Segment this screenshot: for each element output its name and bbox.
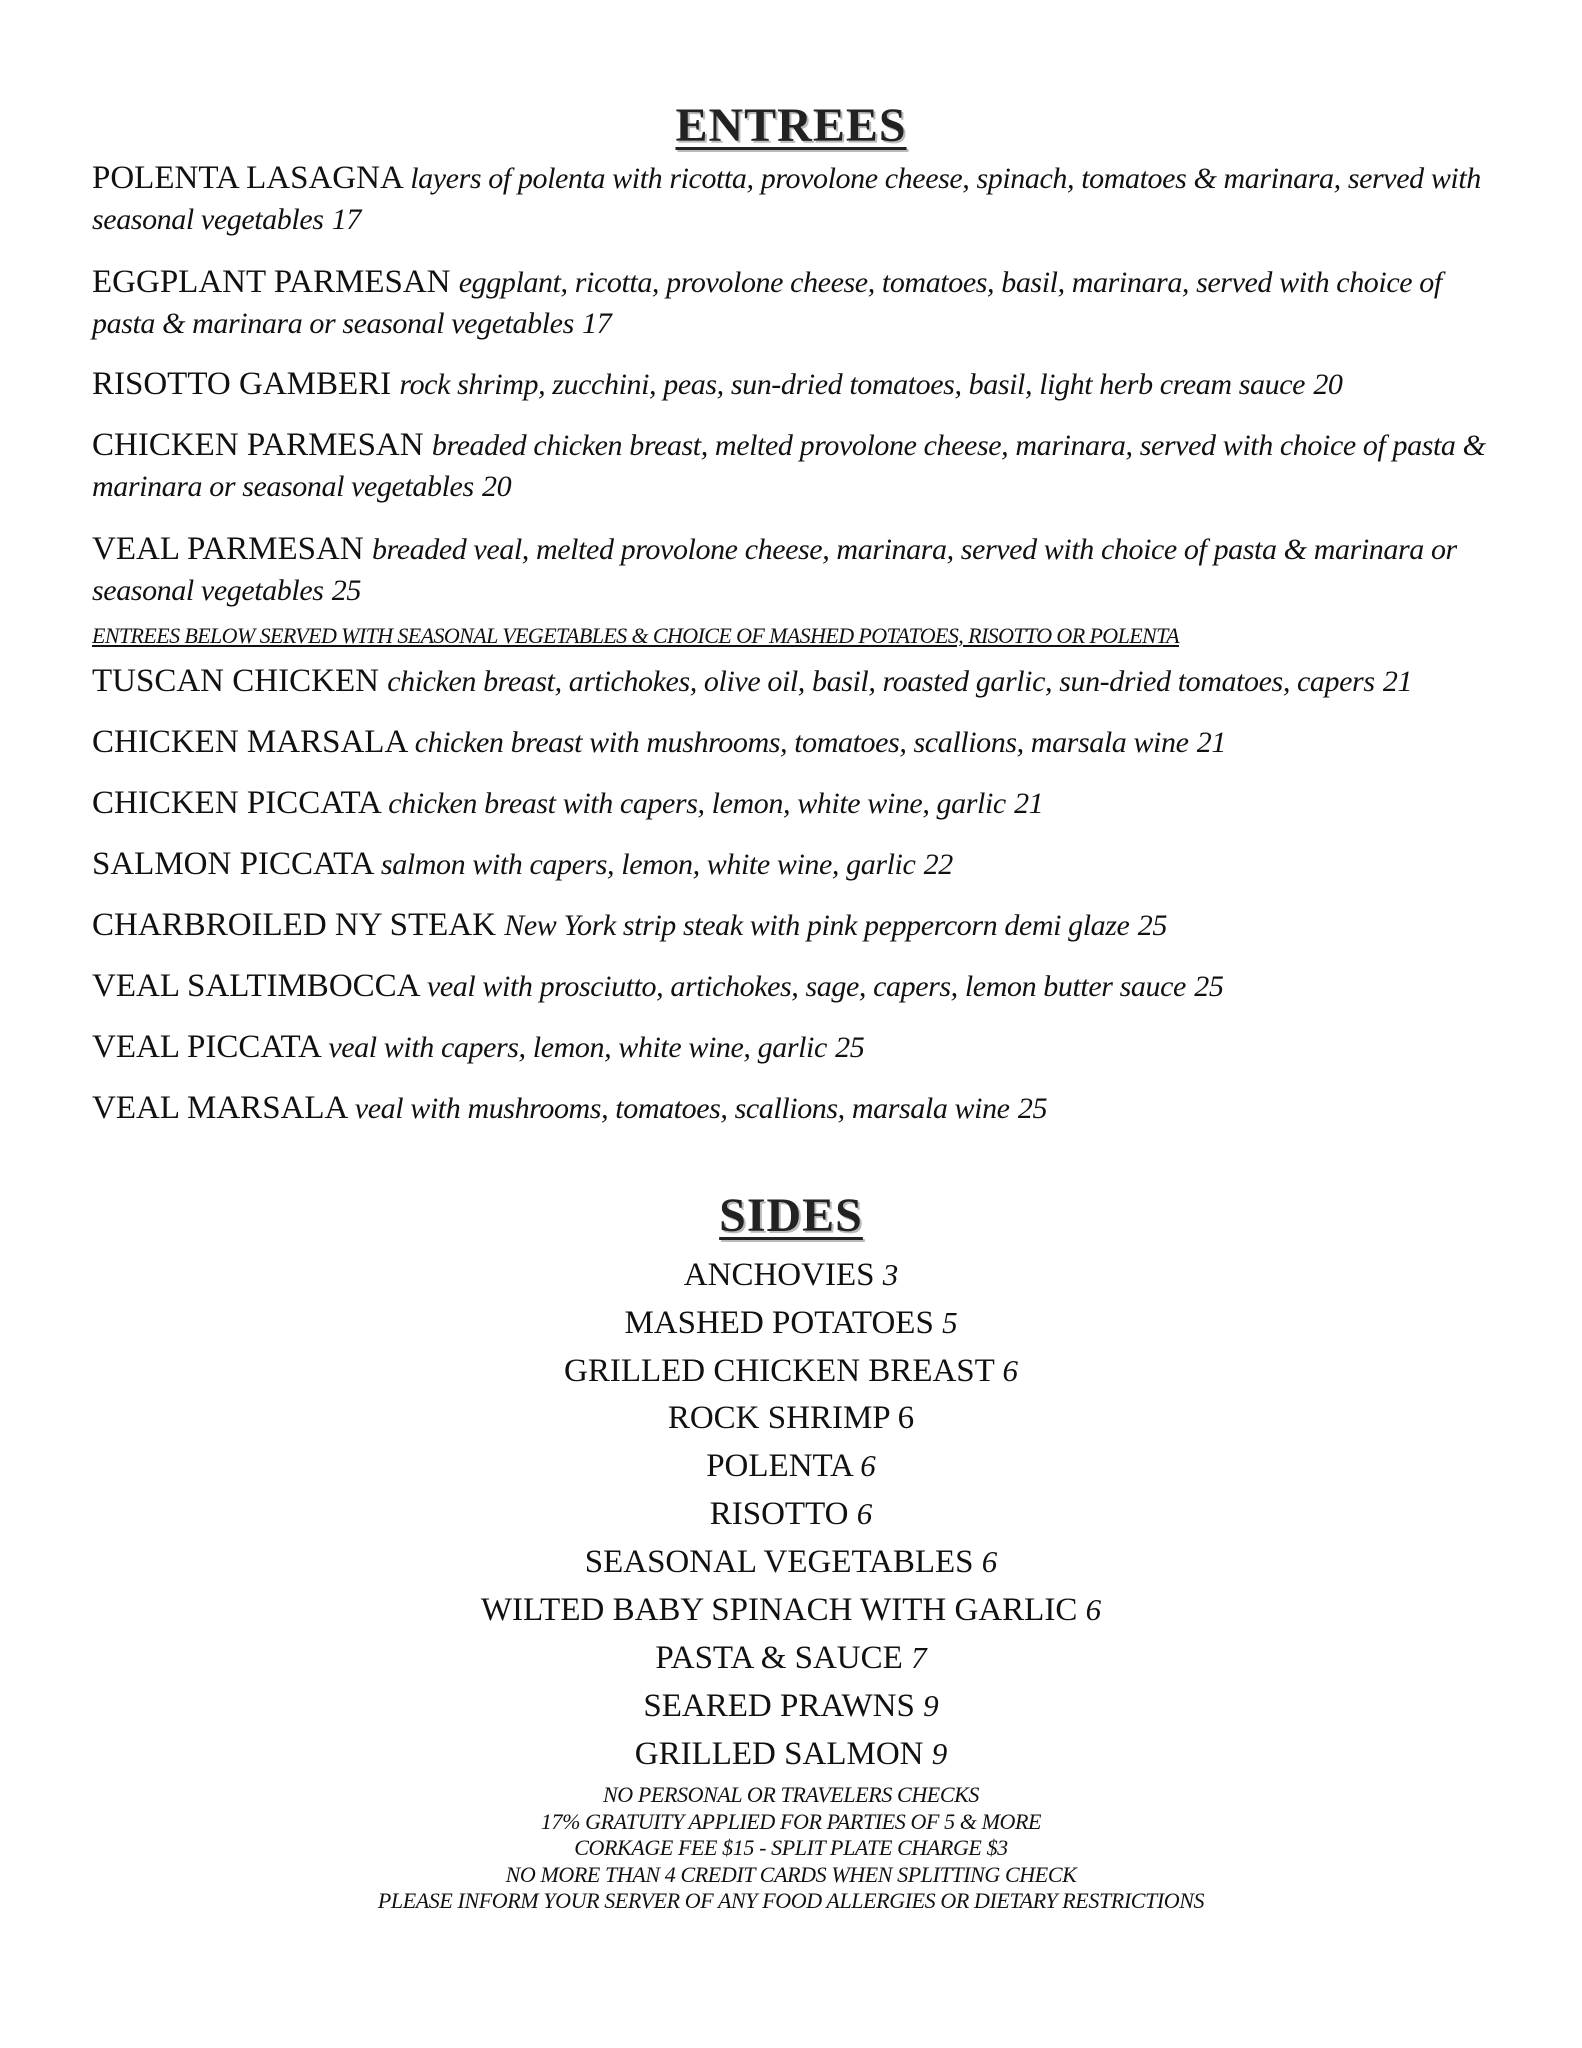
entree-price: 25 xyxy=(1137,909,1167,942)
policy-line: CORKAGE FEE $15 - SPLIT PLATE CHARGE $3 xyxy=(574,1835,1008,1860)
policy-line: NO PERSONAL OR TRAVELERS CHECKS xyxy=(603,1782,979,1807)
entree-item xyxy=(92,529,1492,611)
entree-description: New York strip steak with pink peppercorn demi glaze xyxy=(504,909,1130,942)
entree-price: 21 xyxy=(1014,787,1044,820)
entree-item xyxy=(92,905,1492,946)
entree-name: SALMON PICCATA xyxy=(92,846,373,882)
entree-description: rock shrimp, zucchini, peas, sun-dried tomatoes, basil, light herb cream sauce xyxy=(399,368,1306,401)
entree-price: 22 xyxy=(923,848,953,881)
sides-title: SIDES xyxy=(719,1189,863,1242)
entree-item xyxy=(92,262,1492,344)
side-price: 6 xyxy=(860,1448,876,1483)
entree-description: veal with mushrooms, tomatoes, scallions, marsala wine xyxy=(354,1092,1010,1125)
side-price: 6 xyxy=(897,1400,915,1436)
entree-item xyxy=(92,364,1492,405)
entree-price: 21 xyxy=(1196,726,1226,759)
policy-line: NO MORE THAN 4 CREDIT CARDS WHEN SPLITTING CHECK xyxy=(505,1861,1077,1887)
entree-item xyxy=(92,783,1492,824)
entree-description: layers of polenta with ricotta, provolone cheese, spinach, tomatoes & marinara, served with seasonal vegetables xyxy=(92,162,1481,236)
entree-price: 17 xyxy=(331,203,361,236)
entree-price: 21 xyxy=(1382,665,1413,698)
side-name: POLENTA xyxy=(706,1448,853,1484)
side-item xyxy=(0,1251,1582,1299)
side-name: ANCHOVIES xyxy=(683,1257,875,1293)
entree-description: veal with prosciutto, artichokes, sage, capers, lemon butter sauce xyxy=(426,970,1186,1003)
entree-name: CHARBROILED NY STEAK xyxy=(92,907,496,943)
entree-description: salmon with capers, lemon, white wine, garlic xyxy=(380,848,916,881)
entree-item xyxy=(92,661,1492,702)
side-name: SEARED PRAWNS xyxy=(643,1688,915,1724)
side-name: MASHED POTATOES xyxy=(624,1305,934,1341)
entree-item xyxy=(92,158,1492,240)
side-name: GRILLED CHICKEN BREAST xyxy=(564,1353,995,1389)
side-price: 7 xyxy=(911,1640,927,1675)
policy-line: 17% GRATUITY APPLIED FOR PARTIES OF 5 & MORE xyxy=(540,1808,1042,1834)
entree-name: RISOTTO GAMBERI xyxy=(92,366,392,402)
entree-name: CHICKEN PICCATA xyxy=(92,785,380,821)
entree-name: CHICKEN PARMESAN xyxy=(92,427,424,463)
side-price: 9 xyxy=(931,1736,948,1771)
entree-name: POLENTA LASAGNA xyxy=(92,160,402,196)
entree-price: 25 xyxy=(835,1031,865,1064)
entree-name: VEAL PARMESAN xyxy=(92,531,364,567)
entree-description: eggplant, ricotta, provolone cheese, tomatoes, basil, marinara, served with choice of pasta & marinara or seasonal vegetables xyxy=(92,266,1442,340)
entree-description: chicken breast with mushrooms, tomatoes, scallions, marsala wine xyxy=(414,726,1189,759)
entree-item xyxy=(92,1027,1492,1068)
side-name: PASTA & SAUCE xyxy=(655,1640,903,1676)
side-name: ROCK SHRIMP xyxy=(667,1400,890,1436)
side-price: 6 xyxy=(1002,1353,1018,1388)
side-price: 3 xyxy=(882,1257,899,1292)
entree-description: chicken breast with capers, lemon, white wine, garlic xyxy=(388,787,1006,820)
side-item xyxy=(0,1395,1582,1442)
side-price: 5 xyxy=(942,1305,958,1340)
policy-notes xyxy=(0,1782,1582,1915)
side-item xyxy=(0,1299,1582,1347)
entree-price: 25 xyxy=(1194,970,1224,1003)
entrees-title: ENTREES xyxy=(675,99,907,152)
side-item xyxy=(0,1538,1582,1586)
entree-description: breaded chicken breast, melted provolone cheese, marinara, served with choice of pasta & marinara or seasonal vegetables xyxy=(92,429,1486,503)
entree-name: EGGPLANT PARMESAN xyxy=(92,264,451,300)
side-item xyxy=(0,1634,1582,1682)
entree-price: 20 xyxy=(481,470,512,503)
policy-line: PLEASE INFORM YOUR SERVER OF ANY FOOD ALLERGIES OR DIETARY RESTRICTIONS xyxy=(377,1888,1205,1913)
entree-name: VEAL PICCATA xyxy=(92,1029,321,1065)
entree-name: VEAL MARSALA xyxy=(92,1090,347,1126)
entree-name: CHICKEN MARSALA xyxy=(92,724,407,760)
side-price: 6 xyxy=(1085,1592,1102,1627)
entree-item xyxy=(92,844,1492,885)
entree-item xyxy=(92,722,1492,763)
side-item xyxy=(0,1442,1582,1490)
entree-price: 25 xyxy=(331,574,361,607)
side-price: 9 xyxy=(923,1688,939,1723)
side-name: RISOTTO xyxy=(709,1496,849,1532)
side-item xyxy=(0,1347,1582,1395)
entree-item xyxy=(92,1088,1492,1129)
entree-name: VEAL SALTIMBOCCA xyxy=(92,968,419,1004)
entree-description: chicken breast, artichokes, olive oil, basil, roasted garlic, sun-dried tomatoes, capers xyxy=(387,665,1375,698)
side-name: GRILLED SALMON xyxy=(634,1736,924,1772)
side-name: SEASONAL VEGETABLES xyxy=(584,1544,974,1580)
entree-description: veal with capers, lemon, white wine, garlic xyxy=(328,1031,827,1064)
side-item xyxy=(0,1586,1582,1634)
entree-price: 20 xyxy=(1313,368,1343,401)
entree-list xyxy=(92,158,1492,1129)
side-price: 6 xyxy=(856,1496,873,1531)
side-item xyxy=(0,1490,1582,1538)
entree-name: TUSCAN CHICKEN xyxy=(92,663,379,699)
entree-item xyxy=(92,966,1492,1007)
entree-description: breaded veal, melted provolone cheese, marinara, served with choice of pasta & marinara or seasonal vegetables xyxy=(92,533,1457,607)
side-item xyxy=(0,1730,1582,1778)
entree-price: 17 xyxy=(582,307,612,340)
entree-price: 25 xyxy=(1017,1092,1048,1125)
entree-note: ENTREES BELOW SERVED WITH SEASONAL VEGETABLES & CHOICE OF MASHED POTATOES, RISOTTO OR POLENTA xyxy=(92,623,1179,648)
side-name: WILTED BABY SPINACH WITH GARLIC xyxy=(480,1592,1078,1628)
side-item xyxy=(0,1682,1582,1730)
entree-item xyxy=(92,425,1492,507)
side-price: 6 xyxy=(981,1544,998,1579)
sides-list xyxy=(0,1251,1582,1778)
